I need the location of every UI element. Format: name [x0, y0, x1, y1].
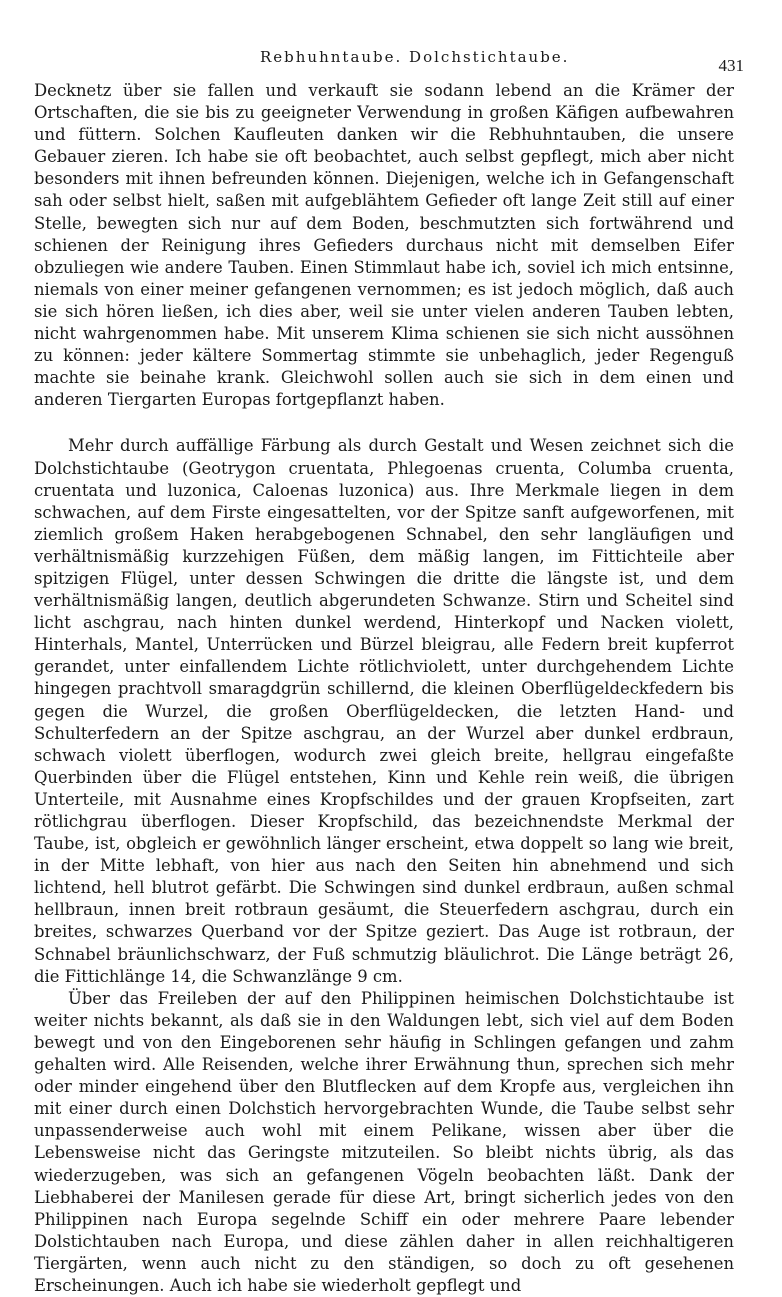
paragraph-dolchstichtaube-description: Mehr durch auffällige Färbung als durch Gestalt und Wesen zeichnet sich die Dolchstichtaube (Geotrygon cruentata, Phlegoenas cruenta, Columba cruenta, cruentata und luzonica, Caloenas luzonica) aus. Ihre Merkmale liegen in dem schwachen, auf dem Firste eingesattelten, vor der Spitze sanft aufgeworfenen, mit ziemlich großem Haken herabgebogenen Schnabel, den sehr langläufigen und verhältnismäßig kurzzehigen Füßen, dem mäßig langen, im Fittichteile aber spitzigen Flügel, unter dessen Schwingen die dritte die längste ist, und dem verhältnismäßig langen, deutlich abgerundeten Schwanze. Stirn und Scheitel sind licht aschgrau, nach hinten dunkel werdend, Hinterkopf und Nacken violett, Hinterhals, Mantel, Unterrücken und Bürzel bleigrau, alle Federn breit kupferrot gerandet, unter einfallendem Lichte rötlichviolett, unter durchgehendem Lichte hingegen prachtvoll smaragdgrün schillernd, die kleinen Oberflügeldeckfedern bis gegen die Wurzel, die großen Oberflügeldecken, die letzten Hand- und Schulterfedern an der Spitze aschgrau, an der Wurzel aber dunkel erdbraun, schwach violett überflogen, wodurch zwei gleich breite, hellgrau eingefaßte Querbinden über die Flügel entstehen, Kinn und Kehle rein weiß, die übrigen Unterteile, mit Ausnahme eines Kropfschildes und der grauen Kropfseiten, zart rötlichgrau überflogen. Dieser Kropfschild, das bezeichnendste Merkmal der Taube, ist, obgleich er gewöhnlich länger erscheint, etwa doppelt so lang wie breit, in der Mitte lebhaft, von hier aus nach den Seiten hin abnehmend und sich lichtend, hell blutrot gefärbt. Die Schwingen sind dunkel erdbraun, außen schmal hellbraun, innen breit rotbraun gesäumt, die Steuerfedern aschgrau, durch ein breites, schwarzes Querband vor der Spitze geziert. Das Auge ist rotbraun, der Schnabel bräunlichschwarz, der Fuß schmutzig bläulichrot. Die Länge beträgt 26, die Fittichlänge 14, die Schwanzlänge 9 cm. [34, 436, 734, 986]
body-text [34, 80, 734, 1297]
paragraph-dolchstichtaube-freileben: Über das Freileben der auf den Philippinen heimischen Dolchstichtaube ist weiter nichts bekannt, als daß sie in den Waldungen lebt, sich viel auf dem Boden bewegt und von den Eingeborenen sehr häufig in Schlingen gefangen und zahm gehalten wird. Alle Reisenden, welche ihrer Erwähnung thun, sprechen sich mehr oder minder eingehend über den Blutflecken auf dem Kropfe aus, vergleichen ihn mit einer durch einen Dolchstich hervorgebrachten Wunde, die Taube selbst sehr unpassenderweise auch wohl mit einem Pelikane, wissen aber über die Lebensweise nicht das Geringste mitzuteilen. So bleibt nichts übrig, als das wiederzugeben, was sich an gefangenen Vögeln beobachten läßt. Dank der Liebhaberei der Manilesen gerade für diese Art, bringt sicherlich jedes von den Philippinen nach Europa segelnde Schiff ein oder mehrere Paare lebender Dolstichtauben nach Europa, und diese zählen daher in allen reichhaltigeren Tiergärten, wenn auch nicht zu den ständigen, so doch zu oft gesehenen Erscheinungen. Auch ich habe sie wiederholt gepflegt und [34, 988, 734, 1295]
paragraph-continuation: Decknetz über sie fallen und verkauft sie sodann lebend an die Krämer der Ortschaften, die sie bis zu geeigneter Verwendung in großen Käfigen aufbewahren und füttern. Solchen Kaufleuten danken wir die Rebhuhntauben, die unsere Gebauer zieren. Ich habe sie oft beobachtet, auch selbst gepflegt, mich aber nicht besonders mit ihnen befreunden können. Diejenigen, welche ich in Gefangenschaft sah oder selbst hielt, saßen mit aufgeblähtem Gefieder oft lange Zeit still auf einer Stelle, bewegten sich nur auf dem Boden, beschmutzten sich fortwährend und schienen der Reinigung ihres Gefieders durchaus nicht mit demselben Eifer obzuliegen wie andere Tauben. Einen Stimmlaut habe ich, soviel ich mich entsinne, niemals von einer meiner gefangenen vernommen; es ist jedoch möglich, daß auch sie sich hören ließen, ich dies aber, weil sie unter vielen anderen Tauben lebten, nicht wahrgenommen habe. Mit unserem Klima schienen sie sich nicht aussöhnen zu können: jeder kältere Sommertag stimmte sie unbehaglich, jeder Regenguß machte sie beinahe krank. Gleichwohl sollen auch sie sich in dem einen und anderen Tiergarten Europas fortgepflanzt haben. [34, 81, 734, 410]
page-number: 431 [718, 56, 744, 75]
running-head: Rebhuhntaube. Dolchstichtaube. [260, 48, 570, 66]
